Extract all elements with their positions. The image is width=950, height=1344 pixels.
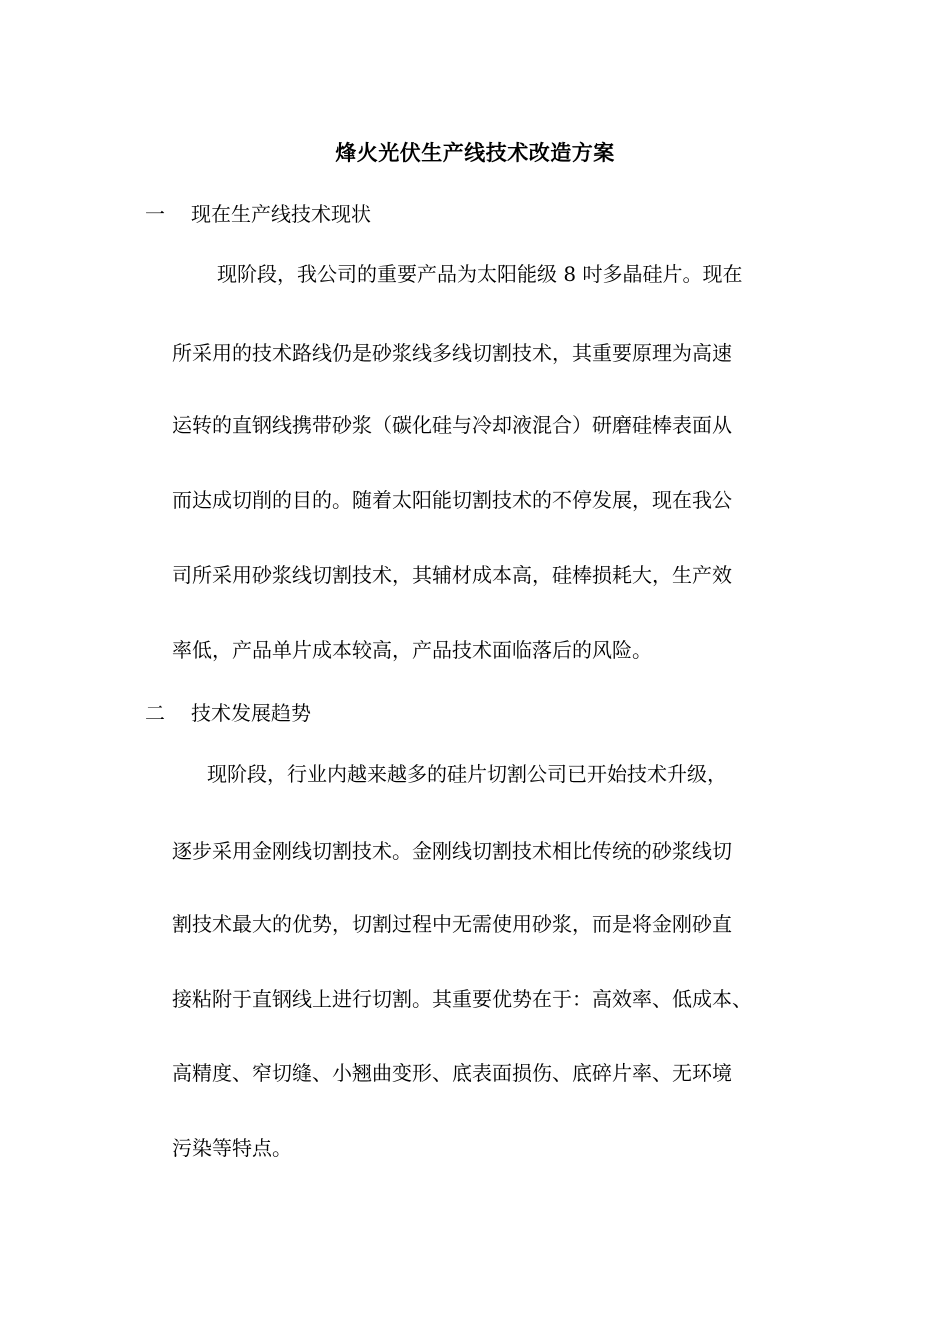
section-title: 现在生产线技术现状 <box>191 202 371 226</box>
section-number: 一 <box>145 202 165 226</box>
paragraph-line: 接粘附于直钢线上进行切割。其重要优势在于：高效率、低成本、 <box>172 987 752 1011</box>
document-title: 烽火光伏生产线技术改造方案 <box>335 140 615 165</box>
paragraph-line: 司所采用砂浆线切割技术，其辅材成本高，硅棒损耗大，生产效 <box>172 563 732 587</box>
paragraph-line: 现阶段，我公司的重要产品为太阳能级 8 吋多晶硅片。现在 <box>217 262 743 286</box>
paragraph-line: 高精度、窄切缝、小翘曲变形、底表面损伤、底碎片率、无环境 <box>172 1061 732 1085</box>
paragraph-line: 所采用的技术路线仍是砂浆线多线切割技术，其重要原理为高速 <box>172 341 732 365</box>
section-heading-2 <box>145 698 311 728</box>
paragraph-line: 现阶段，行业内越来越多的硅片切割公司已开始技术升级， <box>207 762 727 786</box>
paragraph-line: 污染等特点。 <box>172 1136 292 1160</box>
section-title: 技术发展趋势 <box>191 701 311 725</box>
section-heading-1 <box>145 199 371 229</box>
section-number: 二 <box>145 701 165 725</box>
paragraph-line: 运转的直钢线携带砂浆（碳化硅与冷却液混合）研磨硅棒表面从 <box>172 413 732 437</box>
paragraph-line: 而达成切削的目的。随着太阳能切割技术的不停发展，现在我公 <box>172 488 732 512</box>
paragraph-line: 割技术最大的优势，切割过程中无需使用砂浆，而是将金刚砂直 <box>172 912 732 936</box>
paragraph-line: 率低，产品单片成本较高，产品技术面临落后的风险。 <box>172 638 652 662</box>
paragraph-line: 逐步采用金刚线切割技术。金刚线切割技术相比传统的砂浆线切 <box>172 839 732 863</box>
